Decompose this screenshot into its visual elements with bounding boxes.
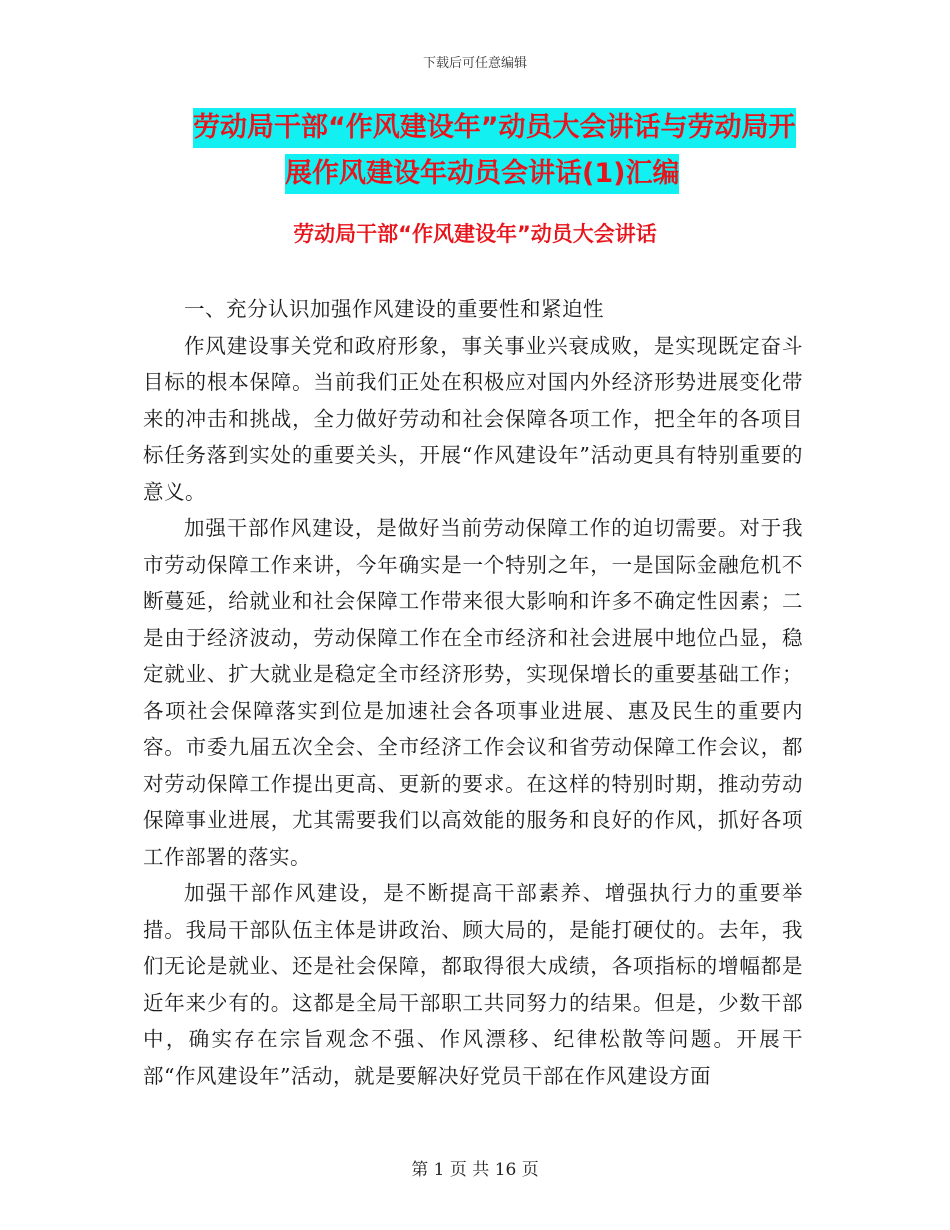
page-number: 第 1 页 共 16 页 [411,1160,539,1180]
body-text [143,291,803,1094]
title-line-1: 劳动局干部“作风建设年”动员大会讲话与劳动局开 [193,108,796,148]
page-header-note: 下载后可任意编辑 [422,56,527,71]
paragraph: 加强干部作风建设，是不断提高干部素养、增强执行力的重要举措。我局干部队伍主体是讲政治、顾大局的，是能打硬仗的。去年，我们无论是就业、还是社会保障，都取得很大成绩，各项指标的增幅都是近年来少有的。这都是全局干部职工共同努力的结果。但是，少数干部中，确实存在宗旨观念不强、作风漂移、纪律松散等问题。开展干部“作风建设年”活动，就是要解决好党员干部在作风建设方面 [143,881,803,1088]
paragraph: 加强干部作风建设，是做好当前劳动保障工作的迫切需要。对于我市劳动保障工作来讲，今年确实是一个特别之年，一是国际金融危机不断蔓延，给就业和社会保障工作带来很大影响和许多不确定性因素；二是由于经济波动，劳动保障工作在全市经济和社会进展中地位凸显，稳定就业、扩大就业是稳定全市经济形势，实现保增长的重要基础工作；各项社会保障落实到位是加速社会各项事业进展、惠及民生的重要内容。市委九届五次全会、全市经济工作会议和省劳动保障工作会议，都对劳动保障工作提出更高、更新的要求。在这样的特别时期，推动劳动保障事业进展，尤其需要我们以高效能的服务和良好的作风，抓好各项工作部署的落实。 [143,516,803,869]
section-subtitle: 劳动局干部“作风建设年”动员大会讲话 [293,222,657,246]
title-line-2: 展作风建设年动员会讲话(1)汇编 [285,154,679,194]
section-heading: 一、充分认识加强作风建设的重要性和紧迫性 [184,297,604,321]
paragraph: 作风建设事关党和政府形象，事关事业兴衰成败，是实现既定奋斗目标的根本保障。当前我们正处在积极应对国内外经济形势进展变化带来的冲击和挑战，全力做好劳动和社会保障各项工作，把全年的各项目标任务落到实处的重要关头，开展“作风建设年”活动更具有特别重要的意义。 [143,333,803,504]
